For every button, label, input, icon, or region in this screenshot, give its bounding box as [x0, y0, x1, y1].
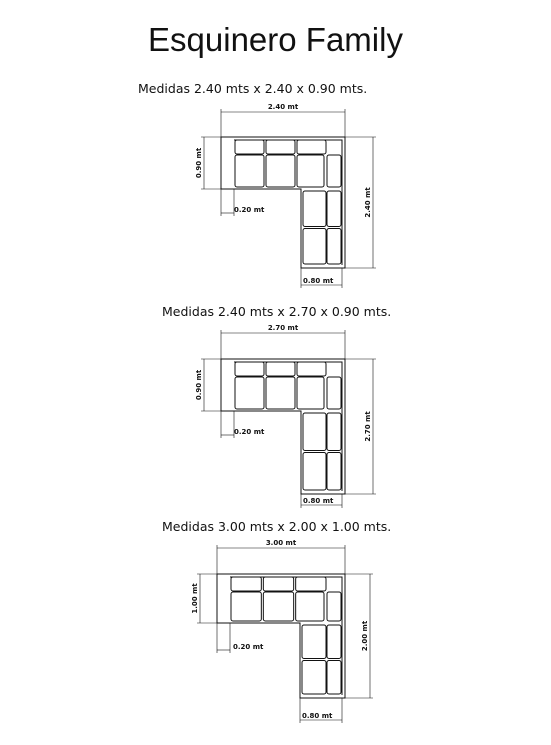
variant-1-heading: Medidas 2.40 mts x 2.40 x 0.90 mts. [138, 81, 368, 96]
back-cushion [231, 577, 261, 591]
chaise-back-cushion [327, 453, 341, 491]
variant-3-heading: Medidas 3.00 mts x 2.00 x 1.00 mts. [162, 519, 392, 534]
back-cushion [296, 577, 326, 591]
seat-cushion [263, 592, 293, 621]
variant-3-diagram [0, 537, 551, 737]
page-title: Esquinero Family [148, 21, 403, 58]
length-dimension-label: 2.70 mt [364, 411, 372, 442]
side-back-cushion [327, 592, 341, 621]
back-cushion [263, 577, 293, 591]
corner-seat-cushion [296, 592, 324, 621]
seat-cushion [231, 592, 261, 621]
chaise-dimension-label: 0.80 mt [302, 712, 333, 720]
back-cushion [297, 362, 326, 376]
chaise-seat-cushion [303, 229, 326, 265]
chaise-back-cushion [327, 661, 341, 695]
chaise-seat-cushion [303, 413, 326, 451]
chaise-back-cushion [327, 625, 341, 659]
side-back-cushion [327, 155, 341, 187]
width-dimension-label: 3.00 mt [265, 539, 297, 547]
depth-dimension-label: 0.90 mt [195, 369, 203, 401]
depth-dimension-label: 1.00 mt [191, 583, 199, 614]
chaise-seat-cushion [303, 191, 326, 227]
variant-2-heading: Medidas 2.40 mts x 2.70 x 0.90 mts. [162, 304, 392, 319]
width-dimension-label: 2.70 mt [267, 324, 299, 332]
variant-1-diagram [0, 100, 551, 300]
corner-seat-cushion [297, 377, 324, 409]
length-dimension-label: 2.40 mt [364, 187, 372, 218]
chaise-dimension-label: 0.80 mt [303, 497, 334, 505]
back-cushion [235, 140, 264, 154]
arm-dimension-label: 0.20 mt [234, 428, 265, 436]
chaise-seat-cushion [302, 625, 326, 659]
chaise-dimension-label: 0.80 mt [303, 277, 334, 285]
seat-cushion [266, 155, 295, 187]
length-dimension-label: 2.00 mt [361, 620, 369, 652]
arm-dimension-label: 0.20 mt [234, 206, 265, 214]
seat-cushion [235, 155, 264, 187]
width-dimension-label: 2.40 mt [267, 103, 299, 111]
seat-cushion [266, 377, 295, 409]
arm-dimension-label: 0.20 mt [233, 643, 264, 651]
chaise-back-cushion [327, 191, 341, 227]
corner-seat-cushion [297, 155, 324, 187]
chaise-back-cushion [327, 413, 341, 451]
back-cushion [266, 362, 295, 376]
seat-cushion [235, 377, 264, 409]
chaise-seat-cushion [302, 661, 326, 695]
chaise-seat-cushion [303, 453, 326, 491]
back-cushion [266, 140, 295, 154]
back-cushion [235, 362, 264, 376]
side-back-cushion [327, 377, 341, 409]
back-cushion [297, 140, 326, 154]
variant-2-diagram [0, 322, 551, 522]
depth-dimension-label: 0.90 mt [195, 147, 203, 179]
chaise-back-cushion [327, 229, 341, 265]
